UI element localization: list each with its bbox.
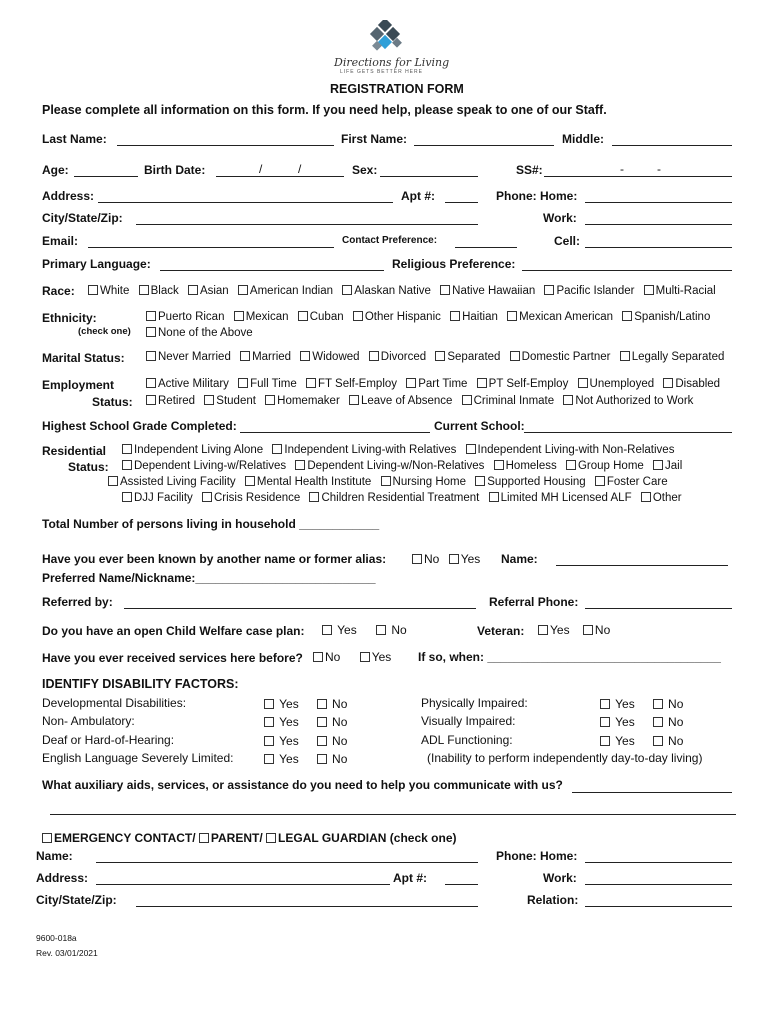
services-yes-checkbox[interactable] bbox=[360, 652, 370, 662]
residential-checkbox[interactable] bbox=[494, 460, 504, 470]
last-name-field[interactable] bbox=[117, 145, 334, 146]
residential-checkbox[interactable] bbox=[653, 460, 663, 470]
ssn-dash: - bbox=[620, 162, 624, 176]
birth-date-field[interactable] bbox=[216, 176, 344, 177]
disability-yes-no bbox=[264, 734, 347, 748]
city-state-zip-field[interactable] bbox=[136, 224, 478, 225]
yes-label: Yes bbox=[279, 715, 299, 729]
marital-option: Widowed bbox=[312, 351, 360, 363]
residential-checkbox[interactable] bbox=[122, 460, 132, 470]
yes-checkbox[interactable] bbox=[264, 754, 274, 764]
residential-option: Dependent Living-w/Relatives bbox=[134, 460, 287, 472]
emergency-contact-label: EMERGENCY CONTACT/ bbox=[54, 831, 196, 845]
services-no-label: No bbox=[325, 650, 341, 664]
residential-option: Independent Living Alone bbox=[134, 444, 264, 456]
address-field[interactable] bbox=[98, 202, 393, 203]
employment-options-row2 bbox=[146, 395, 693, 407]
alias-options bbox=[412, 552, 480, 566]
residential-checkbox[interactable] bbox=[466, 444, 476, 454]
employment-option: Full Time bbox=[250, 378, 297, 390]
employment-checkbox[interactable] bbox=[349, 395, 359, 405]
no-label: No bbox=[668, 697, 684, 711]
residential-checkbox[interactable] bbox=[122, 492, 132, 502]
emergency-relation-label: Relation: bbox=[527, 893, 579, 907]
services-yes-label: Yes bbox=[371, 650, 392, 664]
race-option: Black bbox=[150, 285, 179, 297]
yes-label: Yes bbox=[279, 697, 299, 711]
employment-checkbox[interactable] bbox=[146, 395, 156, 405]
alias-name-field[interactable] bbox=[556, 565, 728, 566]
residential-checkbox[interactable] bbox=[245, 476, 255, 486]
marital-option: Domestic Partner bbox=[521, 351, 611, 363]
emergency-contact-checkbox[interactable] bbox=[42, 833, 52, 843]
residential-options-row1 bbox=[122, 444, 674, 456]
residential-option: Independent Living-with Relatives bbox=[284, 444, 457, 456]
alias-no-checkbox[interactable] bbox=[412, 554, 422, 564]
no-checkbox[interactable] bbox=[317, 717, 327, 727]
emergency-phone-label: Phone: Home: bbox=[496, 849, 578, 863]
disability-english: English Language Severely Limited: bbox=[42, 751, 234, 765]
residential-option: Group Home bbox=[577, 460, 644, 472]
cell-label: Cell: bbox=[554, 234, 581, 248]
emergency-apt-label: Apt #: bbox=[393, 871, 427, 885]
work-label: Work: bbox=[543, 211, 577, 225]
marital-option: Married bbox=[252, 351, 292, 363]
employment-option: Criminal Inmate bbox=[473, 395, 555, 407]
brand-tagline: LIFE GETS BETTER HERE bbox=[340, 69, 423, 75]
yes-label: Yes bbox=[279, 752, 299, 766]
veteran-yes-label: Yes bbox=[550, 623, 570, 637]
emergency-name-field[interactable] bbox=[96, 862, 478, 863]
marital-checkbox[interactable] bbox=[300, 351, 310, 361]
services-question: Have you ever received services here before? bbox=[42, 651, 303, 665]
disability-adl: ADL Functioning: bbox=[421, 733, 513, 747]
employment-checkbox[interactable] bbox=[265, 395, 275, 405]
marital-checkbox[interactable] bbox=[240, 351, 250, 361]
ethnicity-option: Other Hispanic bbox=[364, 311, 441, 323]
household-count: Total Number of persons living in household ____________ bbox=[42, 517, 380, 531]
disability-ambulatory: Non- Ambulatory: bbox=[42, 714, 135, 728]
yes-label: Yes bbox=[615, 715, 635, 729]
race-option: Native Hawaiian bbox=[452, 285, 536, 297]
ethnicity-checkbox[interactable] bbox=[507, 311, 517, 321]
employment-label: Employment bbox=[42, 378, 115, 392]
residential-checkbox[interactable] bbox=[272, 444, 282, 454]
instructions: Please complete all information on this form. If you need help, please speak to one of our Staff. bbox=[42, 103, 607, 117]
veteran-yes-checkbox[interactable] bbox=[538, 625, 548, 635]
race-checkbox[interactable] bbox=[644, 285, 654, 295]
residential-checkbox[interactable] bbox=[122, 444, 132, 454]
primary-language-field[interactable] bbox=[160, 270, 384, 271]
revision-date: Rev. 03/01/2021 bbox=[36, 948, 98, 958]
emergency-relation-field[interactable] bbox=[585, 906, 732, 907]
form-code: 9600-018a bbox=[36, 933, 77, 943]
race-checkbox[interactable] bbox=[88, 285, 98, 295]
disability-physical: Physically Impaired: bbox=[421, 696, 528, 710]
marital-status-label: Marital Status: bbox=[42, 351, 125, 365]
employment-checkbox[interactable] bbox=[204, 395, 214, 405]
ethnicity-checkbox[interactable] bbox=[622, 311, 632, 321]
emergency-csz-label: City/State/Zip: bbox=[36, 893, 117, 907]
marital-checkbox[interactable] bbox=[510, 351, 520, 361]
race-options bbox=[88, 285, 716, 297]
alias-yes-label: Yes bbox=[460, 552, 481, 566]
ethnicity-checkbox[interactable] bbox=[353, 311, 363, 321]
residential-option: Crisis Residence bbox=[213, 492, 301, 504]
marital-checkbox[interactable] bbox=[146, 351, 156, 361]
form-title: REGISTRATION FORM bbox=[330, 82, 464, 96]
yes-checkbox[interactable] bbox=[600, 699, 610, 709]
race-label: Race: bbox=[42, 284, 75, 298]
employment-checkbox[interactable] bbox=[462, 395, 472, 405]
ethnicity-option: Spanish/Latino bbox=[634, 311, 711, 323]
email-label: Email: bbox=[42, 234, 79, 248]
logo-mark bbox=[366, 20, 410, 56]
address-label: Address: bbox=[42, 189, 95, 203]
yes-checkbox[interactable] bbox=[264, 699, 274, 709]
employment-option: Disabled bbox=[675, 378, 721, 390]
race-option: American Indian bbox=[249, 285, 334, 297]
services-when: If so, when: ___________________________________ bbox=[418, 650, 721, 664]
parent-checkbox[interactable] bbox=[199, 833, 209, 843]
marital-option: Legally Separated bbox=[631, 351, 725, 363]
adl-note: (Inability to perform independently day-to-day living) bbox=[427, 751, 703, 765]
ethnicity-checkbox[interactable] bbox=[146, 311, 156, 321]
veteran-options bbox=[538, 623, 610, 637]
residential-checkbox[interactable] bbox=[595, 476, 605, 486]
aids-question: What auxiliary aids, services, or assistance do you need to help you communicate with us? bbox=[42, 778, 563, 792]
alias-name-label: Name: bbox=[501, 552, 538, 566]
residential-option: Independent Living-with Non-Relatives bbox=[477, 444, 675, 456]
ethnicity-options-row2 bbox=[146, 327, 253, 339]
ethnicity-option: Cuban bbox=[309, 311, 344, 323]
yes-checkbox[interactable] bbox=[600, 717, 610, 727]
residential-checkbox[interactable] bbox=[641, 492, 651, 502]
ethnicity-option: Haitian bbox=[462, 311, 498, 323]
guardian-checkbox[interactable] bbox=[266, 833, 276, 843]
disability-heading: IDENTIFY DISABILITY FACTORS: bbox=[42, 677, 239, 691]
employment-checkbox[interactable] bbox=[306, 378, 316, 388]
marital-checkbox[interactable] bbox=[435, 351, 445, 361]
residential-options-row3 bbox=[108, 476, 668, 488]
date-slash: / bbox=[259, 162, 263, 176]
race-option: Alaskan Native bbox=[354, 285, 431, 297]
welfare-question: Do you have an open Child Welfare case plan: bbox=[42, 624, 305, 638]
ethnicity-option: Mexican bbox=[245, 311, 289, 323]
services-options bbox=[313, 650, 391, 664]
employment-option: Part Time bbox=[418, 378, 468, 390]
veteran-no-checkbox[interactable] bbox=[583, 625, 593, 635]
residential-option: Foster Care bbox=[606, 476, 668, 488]
no-label: No bbox=[332, 715, 348, 729]
city-state-zip-label: City/State/Zip: bbox=[42, 211, 123, 225]
race-option: Pacific Islander bbox=[556, 285, 635, 297]
residential-checkbox[interactable] bbox=[202, 492, 212, 502]
employment-checkbox[interactable] bbox=[477, 378, 487, 388]
primary-language-label: Primary Language: bbox=[42, 257, 151, 271]
phone-home-field[interactable] bbox=[585, 202, 732, 203]
employment-status-label: Status: bbox=[92, 395, 133, 409]
parent-label: PARENT/ bbox=[210, 831, 263, 845]
school-grade-field[interactable] bbox=[240, 432, 430, 433]
ethnicity-checkbox[interactable] bbox=[298, 311, 308, 321]
contact-preference-field[interactable] bbox=[455, 247, 517, 248]
veteran-label: Veteran: bbox=[477, 624, 525, 638]
date-slash: / bbox=[298, 162, 302, 176]
emergency-apt-field[interactable] bbox=[445, 884, 478, 885]
yes-checkbox[interactable] bbox=[264, 736, 274, 746]
employment-option: Homemaker bbox=[277, 395, 340, 407]
first-name-label: First Name: bbox=[341, 132, 408, 146]
disability-visual: Visually Impaired: bbox=[421, 714, 516, 728]
ethnicity-option: Mexican American bbox=[519, 311, 614, 323]
race-checkbox[interactable] bbox=[139, 285, 149, 295]
residential-option: Homeless bbox=[505, 460, 557, 472]
no-checkbox[interactable] bbox=[653, 736, 663, 746]
ethnicity-options-row1 bbox=[146, 311, 710, 323]
marital-options bbox=[146, 351, 724, 363]
disability-yes-no bbox=[264, 752, 347, 766]
aids-field[interactable] bbox=[572, 792, 732, 793]
emergency-address-label: Address: bbox=[36, 871, 89, 885]
race-option: White bbox=[100, 285, 130, 297]
employment-option: Student bbox=[216, 395, 256, 407]
ethnicity-checkbox[interactable] bbox=[234, 311, 244, 321]
aids-field-line2[interactable] bbox=[50, 814, 736, 815]
alias-question: Have you ever been known by another name or former alias: bbox=[42, 552, 387, 566]
employment-checkbox[interactable] bbox=[238, 378, 248, 388]
race-checkbox[interactable] bbox=[238, 285, 248, 295]
residential-option: Children Residential Treatment bbox=[321, 492, 480, 504]
employment-option: Leave of Absence bbox=[360, 395, 453, 407]
employment-checkbox[interactable] bbox=[406, 378, 416, 388]
residential-checkbox[interactable] bbox=[566, 460, 576, 470]
residential-options-row4 bbox=[122, 492, 682, 504]
services-no-checkbox[interactable] bbox=[313, 652, 323, 662]
race-checkbox[interactable] bbox=[188, 285, 198, 295]
apt-label: Apt #: bbox=[401, 189, 435, 203]
birth-date-label: Birth Date: bbox=[144, 163, 206, 177]
age-field[interactable] bbox=[74, 176, 138, 177]
ethnicity-checkbox[interactable] bbox=[450, 311, 460, 321]
marital-checkbox[interactable] bbox=[369, 351, 379, 361]
preferred-name: Preferred Name/Nickname:___________________________ bbox=[42, 571, 376, 585]
emergency-header bbox=[42, 831, 457, 845]
employment-checkbox[interactable] bbox=[663, 378, 673, 388]
disability-yes-no bbox=[600, 715, 683, 729]
no-label: No bbox=[332, 734, 348, 748]
employment-option: FT Self-Employ bbox=[318, 378, 398, 390]
employment-checkbox[interactable] bbox=[146, 378, 156, 388]
middle-field[interactable] bbox=[612, 145, 732, 146]
veteran-no-label: No bbox=[594, 623, 611, 637]
religious-preference-label: Religious Preference: bbox=[392, 257, 516, 271]
race-option: Multi-Racial bbox=[655, 285, 716, 297]
residential-option: DJJ Facility bbox=[134, 492, 193, 504]
marital-option: Separated bbox=[447, 351, 501, 363]
no-label: No bbox=[332, 752, 348, 766]
ethnicity-option: Puerto Rican bbox=[158, 311, 225, 323]
marital-option: Never Married bbox=[158, 351, 231, 363]
disability-yes-no bbox=[600, 697, 683, 711]
employment-option: Active Military bbox=[158, 378, 229, 390]
no-checkbox[interactable] bbox=[653, 717, 663, 727]
residential-option: Nursing Home bbox=[392, 476, 467, 488]
welfare-no-label: No bbox=[391, 623, 407, 637]
residential-checkbox[interactable] bbox=[309, 492, 319, 502]
disability-yes-no bbox=[264, 697, 347, 711]
emergency-csz-field[interactable] bbox=[136, 906, 478, 907]
residential-option: Dependent Living-w/Non-Relatives bbox=[307, 460, 485, 472]
no-checkbox[interactable] bbox=[317, 736, 327, 746]
phone-home-label: Phone: Home: bbox=[496, 189, 578, 203]
emergency-work-label: Work: bbox=[543, 871, 577, 885]
emergency-phone-field[interactable] bbox=[585, 862, 732, 863]
school-grade-label: Highest School Grade Completed: bbox=[42, 419, 237, 433]
contact-preference-label: Contact Preference: bbox=[342, 235, 438, 246]
religious-preference-field[interactable] bbox=[522, 270, 732, 271]
residential-checkbox[interactable] bbox=[108, 476, 118, 486]
email-field[interactable] bbox=[88, 247, 334, 248]
referred-by-label: Referred by: bbox=[42, 595, 113, 609]
no-checkbox[interactable] bbox=[653, 699, 663, 709]
residential-status-label: Status: bbox=[68, 460, 109, 474]
employment-option: PT Self-Employ bbox=[488, 378, 569, 390]
residential-option: Limited MH Licensed ALF bbox=[500, 492, 632, 504]
sex-field[interactable] bbox=[380, 176, 478, 177]
no-label: No bbox=[668, 715, 684, 729]
race-option: Asian bbox=[199, 285, 229, 297]
disability-dev: Developmental Disabilities: bbox=[42, 696, 187, 710]
no-checkbox[interactable] bbox=[317, 699, 327, 709]
current-school-label: Current School: bbox=[434, 419, 525, 433]
yes-checkbox[interactable] bbox=[600, 736, 610, 746]
guardian-label: LEGAL GUARDIAN (check one) bbox=[278, 831, 457, 845]
referral-phone-field[interactable] bbox=[585, 608, 732, 609]
ethnicity-checkbox[interactable] bbox=[146, 327, 156, 337]
referral-phone-label: Referral Phone: bbox=[489, 595, 579, 609]
welfare-options bbox=[322, 623, 407, 637]
residential-option: Assisted Living Facility bbox=[120, 476, 236, 488]
apt-field[interactable] bbox=[445, 202, 478, 203]
ssn-field[interactable] bbox=[544, 176, 732, 177]
race-checkbox[interactable] bbox=[440, 285, 450, 295]
middle-label: Middle: bbox=[562, 132, 604, 146]
referred-by-field[interactable] bbox=[124, 608, 476, 609]
disability-deaf: Deaf or Hard-of-Hearing: bbox=[42, 733, 175, 747]
ethnicity-label: Ethnicity: bbox=[42, 311, 97, 325]
ethnicity-option: None of the Above bbox=[158, 327, 253, 339]
emergency-work-field[interactable] bbox=[585, 884, 732, 885]
ssn-dash: - bbox=[657, 162, 661, 176]
race-checkbox[interactable] bbox=[342, 285, 352, 295]
residential-checkbox[interactable] bbox=[489, 492, 499, 502]
ssn-label: SS#: bbox=[516, 163, 543, 177]
emergency-address-field[interactable] bbox=[96, 884, 390, 885]
current-school-field[interactable] bbox=[524, 432, 732, 433]
residential-label: Residential bbox=[42, 444, 107, 458]
alias-no-label: No bbox=[424, 552, 440, 566]
residential-option: Jail bbox=[665, 460, 683, 472]
no-label: No bbox=[668, 734, 684, 748]
emergency-name-label: Name: bbox=[36, 849, 73, 863]
yes-label: Yes bbox=[615, 697, 635, 711]
employment-options-row1 bbox=[146, 378, 720, 390]
employment-option: Unemployed bbox=[589, 378, 655, 390]
welfare-yes-checkbox[interactable] bbox=[322, 625, 332, 635]
residential-options-row2 bbox=[122, 460, 682, 472]
residential-checkbox[interactable] bbox=[475, 476, 485, 486]
employment-checkbox[interactable] bbox=[563, 395, 573, 405]
employment-option: Not Authorized to Work bbox=[575, 395, 694, 407]
no-checkbox[interactable] bbox=[317, 754, 327, 764]
employment-option: Retired bbox=[158, 395, 196, 407]
marital-option: Divorced bbox=[380, 351, 427, 363]
yes-label: Yes bbox=[615, 734, 635, 748]
alias-yes-checkbox[interactable] bbox=[449, 554, 459, 564]
last-name-label: Last Name: bbox=[42, 132, 107, 146]
ethnicity-note: (check one) bbox=[78, 326, 131, 337]
race-checkbox[interactable] bbox=[544, 285, 554, 295]
residential-option: Mental Health Institute bbox=[256, 476, 372, 488]
residential-checkbox[interactable] bbox=[381, 476, 391, 486]
brand-name: Directions for Living bbox=[334, 56, 450, 69]
residential-option: Supported Housing bbox=[487, 476, 586, 488]
marital-checkbox[interactable] bbox=[620, 351, 630, 361]
employment-checkbox[interactable] bbox=[578, 378, 588, 388]
yes-checkbox[interactable] bbox=[264, 717, 274, 727]
first-name-field[interactable] bbox=[414, 145, 554, 146]
welfare-no-checkbox[interactable] bbox=[376, 625, 386, 635]
no-label: No bbox=[332, 697, 348, 711]
cell-field[interactable] bbox=[585, 247, 732, 248]
welfare-yes-label: Yes bbox=[337, 623, 357, 637]
work-field[interactable] bbox=[585, 224, 732, 225]
sex-label: Sex: bbox=[352, 163, 378, 177]
residential-option: Other bbox=[652, 492, 682, 504]
age-label: Age: bbox=[42, 163, 69, 177]
residential-checkbox[interactable] bbox=[295, 460, 305, 470]
disability-yes-no bbox=[600, 734, 683, 748]
disability-yes-no bbox=[264, 715, 347, 729]
yes-label: Yes bbox=[279, 734, 299, 748]
